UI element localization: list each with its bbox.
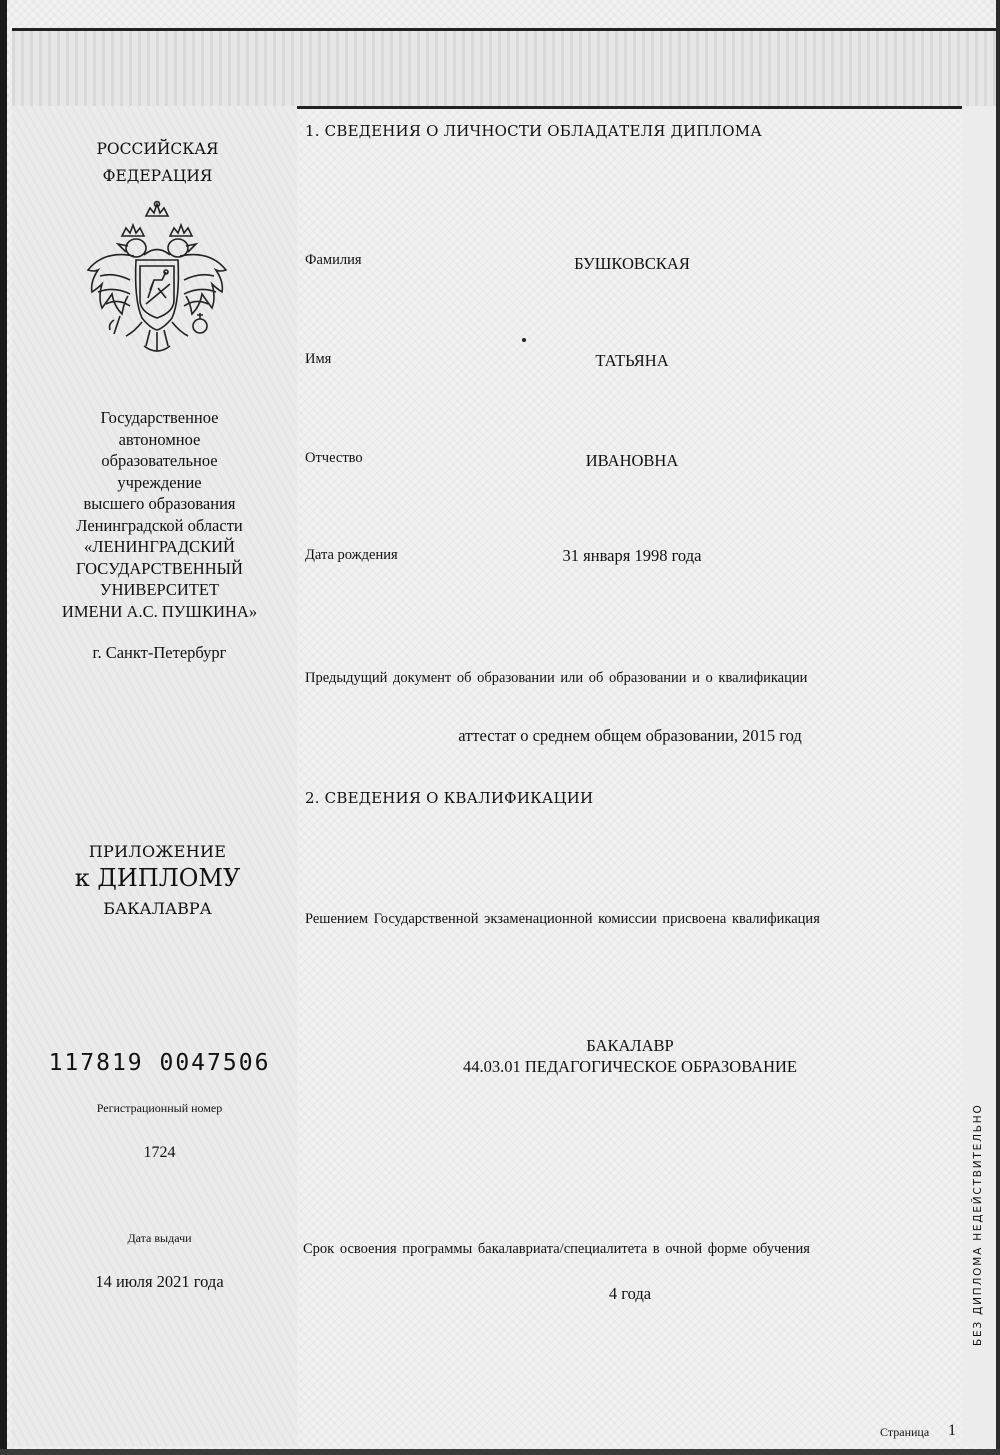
birth-date-value: 31 января 1998 года xyxy=(562,546,702,565)
ink-dot xyxy=(522,338,526,342)
org-line: ГОСУДАРСТВЕННЫЙ xyxy=(76,558,243,578)
previous-document-label: Предыдущий документ об образовании или об образовании и о квалификации xyxy=(305,670,808,686)
organization-name xyxy=(22,407,297,622)
page-number: 1 xyxy=(948,1422,956,1439)
duration-label: Срок освоения программы бакалавриата/специалитета в очной форме обучения xyxy=(303,1241,810,1257)
org-line: учреждение xyxy=(117,472,202,492)
qualification-value: БАКАЛАВР xyxy=(586,1036,674,1055)
appendix-title-line-1: ПРИЛОЖЕНИЕ xyxy=(88,842,227,861)
registration-number-label: Регистрационный номер xyxy=(96,1101,223,1115)
org-line: Государственное xyxy=(100,408,219,427)
scan-edge-bottom xyxy=(0,1449,1000,1455)
appendix-title-line-3: БАКАЛАВРА xyxy=(103,899,212,918)
country-line-1: РОССИЙСКАЯ xyxy=(96,140,219,158)
org-line: «ЛЕНИНГРАДСКИЙ xyxy=(84,537,235,556)
section-2-title: 2. СВЕДЕНИЯ О КВАЛИФИКАЦИИ xyxy=(305,789,594,807)
country-name xyxy=(30,136,285,190)
scan-edge-left xyxy=(0,0,7,1455)
appendix-title-line-2: к ДИПЛОМУ xyxy=(74,864,241,892)
validity-note: БЕЗ ДИПЛОМА НЕДЕЙСТВИТЕЛЬНО xyxy=(972,1103,984,1346)
name-label: Имя xyxy=(305,351,332,367)
patronymic-value: ИВАНОВНА xyxy=(585,451,679,470)
name-value: ТАТЬЯНА xyxy=(595,351,669,370)
org-line: ИМЕНИ А.С. ПУШКИНА» xyxy=(61,601,258,621)
scan-edge-right xyxy=(996,0,1000,1455)
birth-date-label: Дата рождения xyxy=(305,547,398,563)
org-line: высшего образования xyxy=(83,494,236,513)
decision-text: Решением Государственной экзаменационной комиссии присвоена квалификация xyxy=(305,911,820,927)
org-line: УНИВЕРСИТЕТ xyxy=(99,580,220,599)
org-line: автономное xyxy=(118,429,201,449)
duration-value: 4 года xyxy=(608,1284,652,1303)
page-label: Страница xyxy=(880,1425,930,1439)
issue-date-label: Дата выдачи xyxy=(127,1231,192,1245)
previous-document-value: аттестат о среднем общем образовании, 2015 год xyxy=(458,726,802,745)
program-value: 44.03.01 ПЕДАГОГИЧЕСКОЕ ОБРАЗОВАНИЕ xyxy=(463,1057,797,1076)
org-line: Ленинградской области xyxy=(76,515,243,535)
surname-label: Фамилия xyxy=(305,252,362,268)
org-line: образовательное xyxy=(101,451,218,470)
serial-number: 117819 0047506 xyxy=(48,1050,271,1076)
patronymic-label: Отчество xyxy=(305,450,363,466)
registration-number: 1724 xyxy=(143,1144,176,1161)
country-line-2: ФЕДЕРАЦИЯ xyxy=(102,167,213,185)
surname-value: БУШКОВСКАЯ xyxy=(574,254,690,273)
section-1-title: 1. СВЕДЕНИЯ О ЛИЧНОСТИ ОБЛАДАТЕЛЯ ДИПЛОМА xyxy=(305,122,762,140)
issue-date: 14 июля 2021 года xyxy=(95,1272,224,1291)
russian-coat-of-arms-icon xyxy=(84,200,230,360)
city: г. Санкт-Петербург xyxy=(92,643,227,662)
decorative-top-band xyxy=(12,28,996,109)
